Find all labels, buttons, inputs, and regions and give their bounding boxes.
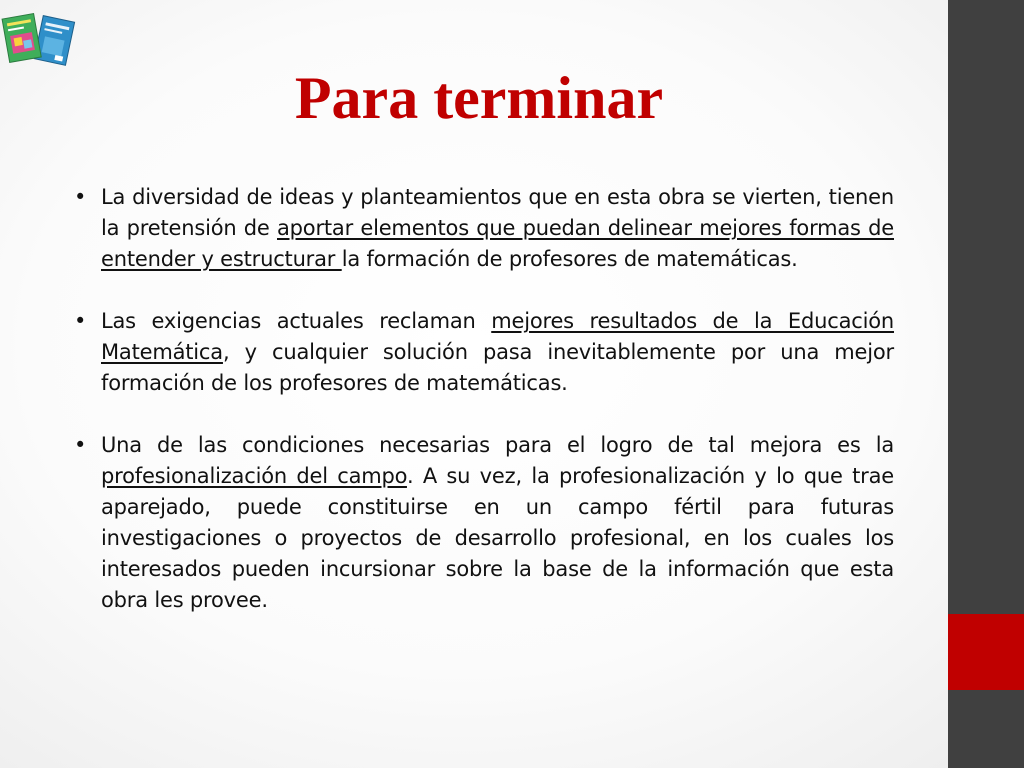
bullet-item <box>74 430 894 616</box>
book-covers-logo-icon <box>0 8 80 70</box>
sidebar-decoration <box>948 0 1024 768</box>
bullet-list <box>74 182 894 647</box>
bullet-text: . A su vez, la profesionalización y lo que trae aparejado, puede constituirse en un campo fértil para futuras investigaciones o proyectos de desarrollo profesional, en los cuales los interesados pueden incursionar sobre la base de la información que esta obra les provee. <box>101 464 894 612</box>
bullet-text: La diversidad de ideas y planteamientos que en esta obra se vierten, tienen la pretensión de <box>101 185 894 240</box>
sidebar-accent-block <box>948 614 1024 690</box>
slide-title: Para terminar <box>294 65 664 131</box>
bullet-dot-icon: • <box>74 433 87 457</box>
bullet-dot-icon: • <box>74 309 87 333</box>
underlined-text: profesionalización del campo <box>101 464 407 488</box>
bullet-text: Una de las condiciones necesarias para el logro de tal mejora es la <box>101 433 894 457</box>
bullet-dot-icon: • <box>74 185 87 209</box>
bullet-text: Las exigencias actuales reclaman <box>101 309 492 333</box>
bullet-text: la formación de profesores de matemáticas. <box>341 247 798 271</box>
bullet-text: , y cualquier solución pasa inevitablemente por una mejor formación de los profesores de matemáticas. <box>101 340 894 395</box>
bullet-item <box>74 306 894 399</box>
bullet-item <box>74 182 894 275</box>
underlined-text: mejores resultados de la Educación Matemática <box>101 309 894 364</box>
underlined-text: aportar elementos que puedan delinear mejores formas de entender y estructurar <box>101 216 894 271</box>
